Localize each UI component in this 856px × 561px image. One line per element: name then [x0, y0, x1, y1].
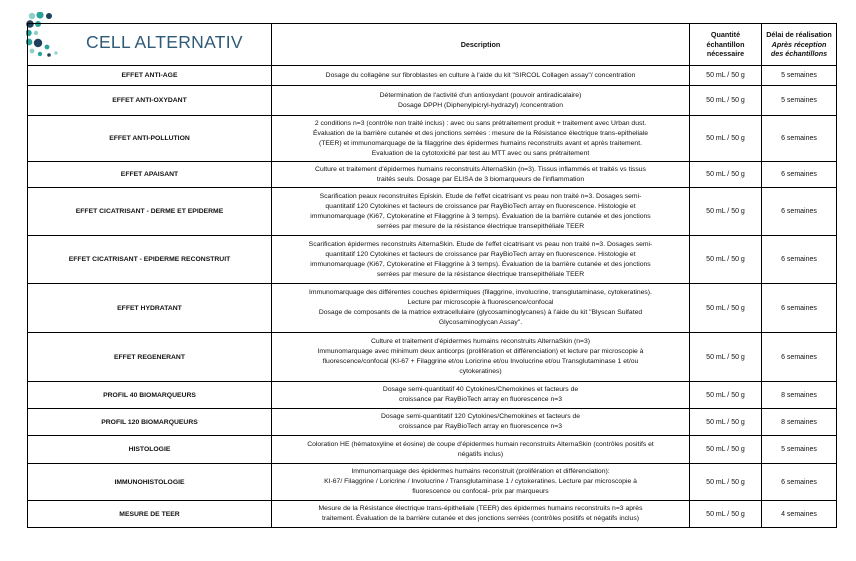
- column-header-delay: [762, 24, 837, 66]
- brand-name: CELL ALTERNATIV: [86, 32, 243, 52]
- sample-quantity: 50 mL / 50 g: [690, 188, 762, 236]
- service-description: [272, 501, 690, 528]
- table-row: [28, 236, 837, 284]
- turnaround-delay: 6 semaines: [762, 464, 837, 501]
- description-line: 2 conditions n=3 (contrôle non traité inclus) : avec ou sans prétraitement produit + traitement avec Urban dust.: [314, 119, 647, 127]
- turnaround-delay: 8 semaines: [762, 409, 837, 436]
- sample-quantity: 50 mL / 50 g: [690, 501, 762, 528]
- service-name: IMMUNOHISTOLOGIE: [28, 464, 272, 501]
- description-line: traités seuls. Dosage par ELISA de 3 biomarqueurs de l'inflammation: [376, 175, 585, 183]
- description-line: Évaluation de la barrière cutanée et des jonctions serrées : mesure de la Résistance électrique trans-epitheliale: [312, 129, 649, 137]
- description-line: négatifs inclus): [457, 450, 504, 458]
- service-description: [272, 66, 690, 86]
- turnaround-delay: 6 semaines: [762, 284, 837, 333]
- sample-quantity: 50 mL / 50 g: [690, 382, 762, 409]
- table-row: [28, 464, 837, 501]
- column-header-description: Description: [272, 24, 690, 66]
- sample-quantity: 50 mL / 50 g: [690, 333, 762, 382]
- sample-quantity: 50 mL / 50 g: [690, 116, 762, 162]
- service-name: EFFET CICATRISANT - DERME ET EPIDERME: [28, 188, 272, 236]
- turnaround-delay: 6 semaines: [762, 116, 837, 162]
- description-line: fluorescence ou confocal- prix par marqueurs: [412, 488, 549, 495]
- description-line: Dosage semi-quantitatif 40 Cytokines/Chemokines et facteurs de: [382, 386, 579, 393]
- turnaround-delay: 5 semaines: [762, 66, 837, 86]
- service-description: [272, 436, 690, 464]
- table-row: [28, 66, 837, 86]
- service-name: MESURE DE TEER: [28, 501, 272, 528]
- sample-quantity: 50 mL / 50 g: [690, 66, 762, 86]
- service-name: EFFET ANTI-POLLUTION: [28, 116, 272, 162]
- sample-quantity: 50 mL / 50 g: [690, 464, 762, 501]
- table-row: [28, 162, 837, 188]
- service-description: [272, 382, 690, 409]
- sample-quantity: 50 mL / 50 g: [690, 436, 762, 464]
- service-name: EFFET ANTI-OXYDANT: [28, 86, 272, 116]
- turnaround-delay: 5 semaines: [762, 86, 837, 116]
- description-line: Coloration HE (hématoxyline et éosine) de coupe d'épidermes humain reconstruits AlternaSkin (contrôles positifs et: [307, 440, 654, 448]
- table-row: [28, 333, 837, 382]
- service-name: EFFET REGENERANT: [28, 333, 272, 382]
- service-name: EFFET HYDRATANT: [28, 284, 272, 333]
- service-description: [272, 188, 690, 236]
- description-line: Mesure de la Résistance électrique trans-épitheliale (TEER) des épidermes humains reconstruits n=3 après: [318, 505, 643, 512]
- description-line: Immunomarquage avec minimum deux anticorps (prolifération et différenciation) et lecture par microscopie à: [317, 348, 644, 355]
- table-row: [28, 409, 837, 436]
- table-row: [28, 116, 837, 162]
- description-line: Glycosaminoglycan Assay".: [438, 319, 523, 326]
- turnaround-delay: 6 semaines: [762, 188, 837, 236]
- table-header-row: [28, 24, 837, 66]
- table-row: [28, 284, 837, 333]
- description-line: immunomarquage (Ki67, Cytokeratine et Filaggrine à 3 temps). Évaluation de la barrière cutanée et des jonctions: [310, 212, 651, 220]
- turnaround-delay: 6 semaines: [762, 162, 837, 188]
- services-table: [27, 23, 837, 528]
- description-line: cytokeratines): [459, 368, 502, 375]
- service-description: [272, 236, 690, 284]
- description-line: immunomarquage (Ki67, Cytokeratine et Filaggrine à 3 temps). Évaluation de la barrière cutanée et des jonctions: [310, 260, 651, 268]
- delay-header-subtitle: Après réception des échantillons: [770, 39, 828, 59]
- service-description: [272, 464, 690, 501]
- description-line: Evaluation de la cytotoxicité par test au MTT avec ou sans prétraitement: [371, 149, 590, 157]
- description-line: Détermination de l'activité d'un antioxydant (pouvoir antiradicalaire): [379, 91, 582, 99]
- logo-cell: [28, 24, 272, 66]
- service-description: [272, 409, 690, 436]
- description-line: Scarification épidermes reconstruits AlternaSkin. Etude de l'effet cicatrisant vs peau non traité n=3. Dosages semi-: [308, 240, 653, 248]
- description-line: (TEER) et immunomarquage de la filaggrine des épidermes humains reconstruits avant et après traitement.: [318, 139, 642, 147]
- description-line: quantitatif 120 Cytokines et facteurs de croissance par RayBioTech array en fluorescence. Histologie et: [325, 202, 636, 210]
- service-name: HISTOLOGIE: [28, 436, 272, 464]
- turnaround-delay: 6 semaines: [762, 236, 837, 284]
- table-row: [28, 86, 837, 116]
- description-line: Lecture par microscopie à fluorescence/confocal: [407, 299, 554, 306]
- description-line: serrées par mesure de la résistance électrique transepithéliale TEER: [376, 222, 585, 230]
- turnaround-delay: 6 semaines: [762, 333, 837, 382]
- description-line: croissance par RayBioTech array en fluorescence n=3: [398, 423, 563, 430]
- description-line: traitement. Évaluation de la barrière cutanée et des jonctions serrées (contrôles positifs et négatifs inclus): [322, 515, 639, 522]
- description-line: Dosage de composants de la matrice extracellulaire (glycosaminoglycanes) à l'aide du kit "Blyscan Sulfated: [318, 309, 643, 316]
- delay-header-title: Délai de réalisation: [766, 30, 832, 40]
- turnaround-delay: 5 semaines: [762, 436, 837, 464]
- sample-quantity: 50 mL / 50 g: [690, 162, 762, 188]
- description-line: Culture et traitement d'épidermes humains reconstruits AlternaSkin (n=3): [370, 338, 591, 345]
- description-line: Dosage du collagène sur fibroblastes en culture à l'aide du kit "SIRCOL Collagen assay"/ concentration: [325, 71, 636, 79]
- description-line: Dosage DPPH (Diphenylpicryl-hydrazyl) /concentration: [397, 101, 564, 109]
- turnaround-delay: 8 semaines: [762, 382, 837, 409]
- service-name: EFFET ANTI-AGE: [28, 66, 272, 86]
- sample-quantity: 50 mL / 50 g: [690, 409, 762, 436]
- service-description: [272, 86, 690, 116]
- sample-quantity: 50 mL / 50 g: [690, 284, 762, 333]
- description-line: croissance par RayBioTech array en fluorescence n=3: [398, 396, 563, 403]
- description-line: KI-67/ Filaggrine / Loricrine / Involucrine / Transglutaminase 1 / cytokeratines. Lecture par microscopie à: [324, 478, 637, 485]
- description-line: Dosage semi-quantitatif 120 Cytokines/Chemokines et facteurs de: [380, 413, 581, 420]
- table-row: [28, 436, 837, 464]
- service-name: PROFIL 40 BIOMARQUEURS: [28, 382, 272, 409]
- table-row: [28, 188, 837, 236]
- turnaround-delay: 4 semaines: [762, 501, 837, 528]
- description-line: serrées par mesure de la résistance électrique transepithéliale TEER: [376, 270, 585, 278]
- description-line: Immunomarquage des épidermes humains reconstruit (prolifération et différenciation):: [351, 468, 610, 475]
- description-line: Immunomarquage des différentes couches épidermiques (filaggrine, involucrine, transglutaminase, cytokeratines).: [309, 289, 652, 296]
- description-line: quantitatif 120 Cytokines et facteurs de croissance par RayBioTech array en fluorescence. Histologie et: [325, 250, 636, 258]
- service-name: EFFET CICATRISANT - EPIDERME RECONSTRUIT: [28, 236, 272, 284]
- service-description: [272, 284, 690, 333]
- sample-quantity: 50 mL / 50 g: [690, 86, 762, 116]
- service-description: [272, 116, 690, 162]
- table-row: [28, 501, 837, 528]
- service-name: PROFIL 120 BIOMARQUEURS: [28, 409, 272, 436]
- description-line: Scarification peaux reconstruites Episkin. Etude de l'effet cicatrisant vs peau non traité n=3. Dosages semi-: [319, 192, 642, 200]
- table-row: [28, 382, 837, 409]
- description-line: fluorescence/confocal (KI-67 + Filaggrine et/ou Loricrine et/ou Involucrine et/ou Transglutaminase 1 et/ou: [322, 358, 639, 365]
- service-name: EFFET APAISANT: [28, 162, 272, 188]
- sample-quantity: 50 mL / 50 g: [690, 236, 762, 284]
- service-description: [272, 333, 690, 382]
- service-description: [272, 162, 690, 188]
- column-header-quantity: Quantité échantillon nécessaire: [690, 24, 762, 66]
- description-line: Culture et traitement d'épidermes humains reconstruits AlternaSkin (n=3). Tissus inflammés et traités vs tissus: [315, 165, 646, 173]
